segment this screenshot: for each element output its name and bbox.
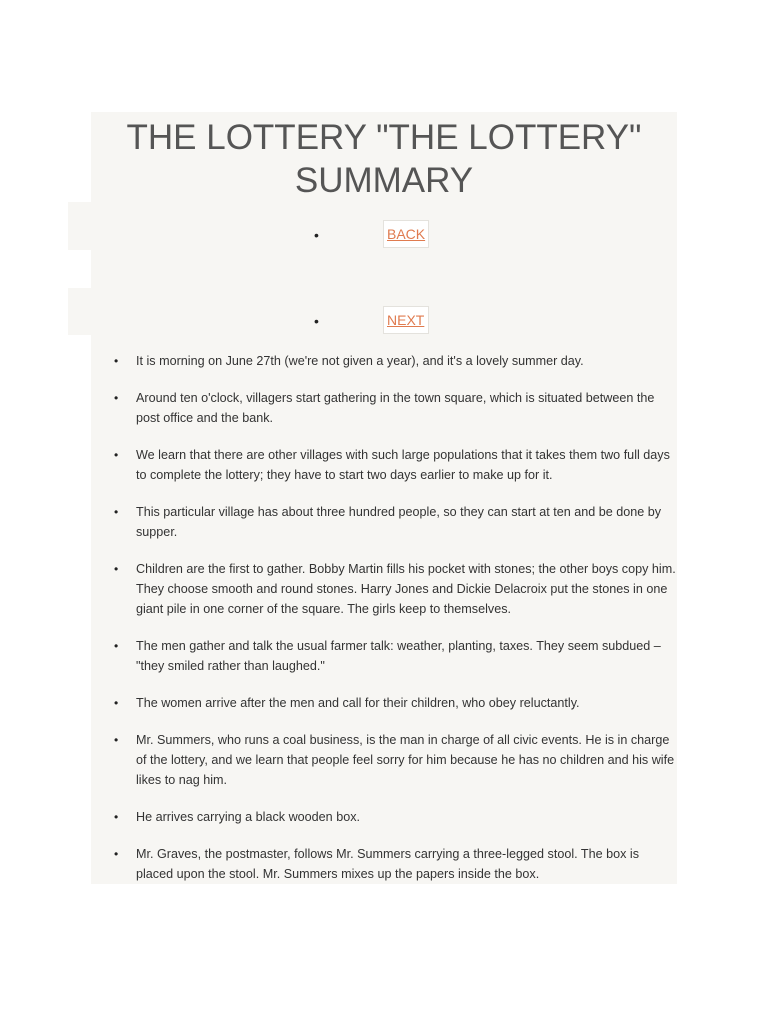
list-item: • This particular village has about three hundred people, so they can start at ten and be done by supper.	[112, 502, 678, 542]
panel-notch-top	[68, 202, 92, 250]
list-item: • Around ten o'clock, villagers start gathering in the town square, which is situated between the post office and the bank.	[112, 388, 678, 428]
list-item: • We learn that there are other villages with such large populations that it takes them two full days to complete the lottery; they have to start two days earlier to make up for it.	[112, 445, 678, 485]
list-item: • It is morning on June 27th (we're not given a year), and it's a lovely summer day.	[112, 351, 678, 371]
next-bullet: •	[314, 313, 319, 329]
back-link[interactable]: BACK	[383, 220, 429, 248]
list-item: • The men gather and talk the usual farmer talk: weather, planting, taxes. They seem subdued – "they smiled rather than laughed."	[112, 636, 678, 676]
panel-notch-bottom	[68, 288, 92, 335]
page-title: THE LOTTERY "THE LOTTERY" SUMMARY	[126, 118, 642, 200]
next-link[interactable]: NEXT	[383, 306, 429, 334]
list-item: • Mr. Graves, the postmaster, follows Mr. Summers carrying a three-legged stool. The box is placed upon the stool. Mr. Summers mixes up the papers inside the box.	[112, 844, 678, 884]
list-item: • Mr. Summers, who runs a coal business, is the man in charge of all civic events. He is in charge of the lottery, and we learn that people feel sorry for him because he has no children and his wife likes to nag him.	[112, 730, 678, 790]
list-item: • Children are the first to gather. Bobby Martin fills his pocket with stones; the other boys copy him. They choose smooth and round stones. Harry Jones and Dickie Delacroix put the stones in one giant pile in one corner of the square. The girls keep to themselves.	[112, 559, 678, 619]
summary-list	[112, 351, 678, 901]
list-item: • The women arrive after the men and call for their children, who obey reluctantly.	[112, 693, 678, 713]
list-item: • He arrives carrying a black wooden box.	[112, 807, 678, 827]
back-bullet: •	[314, 227, 319, 243]
